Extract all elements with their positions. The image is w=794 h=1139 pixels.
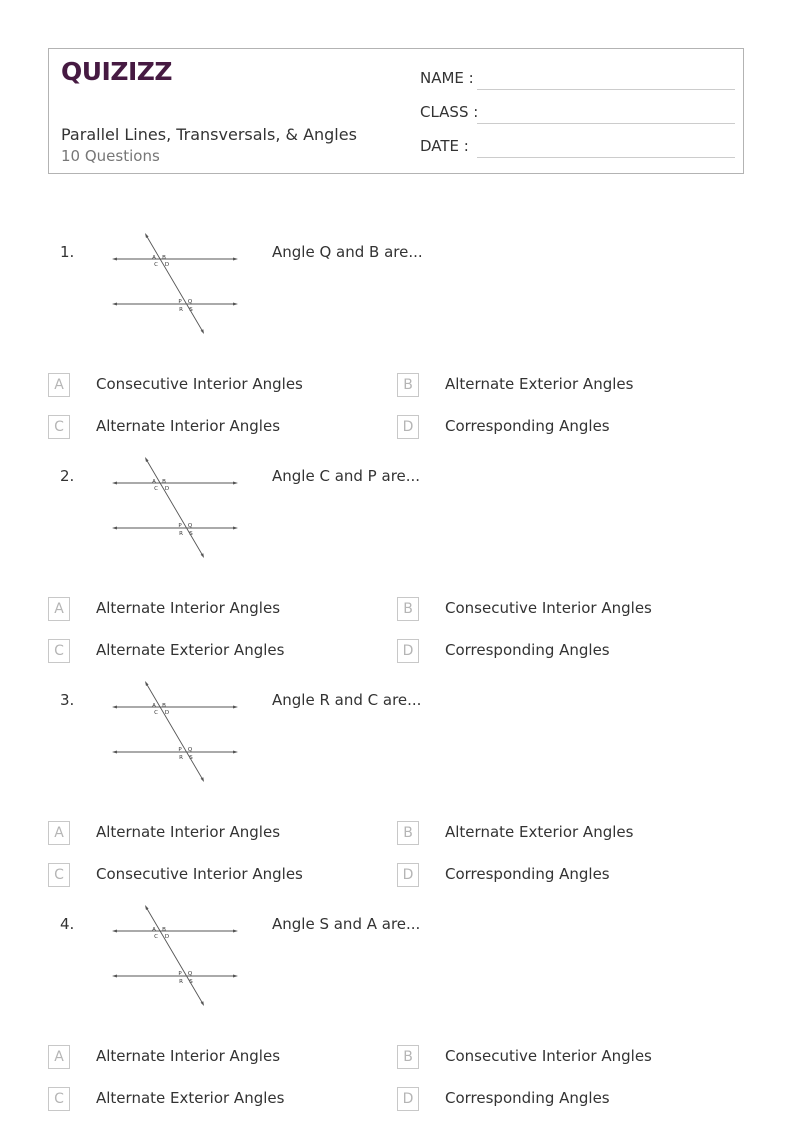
arrowhead [112,751,117,754]
option-text: Consecutive Interior Angles [445,599,652,617]
transversal-figure [110,681,240,787]
option-text: Consecutive Interior Angles [96,375,303,393]
name-label: NAME : [420,69,474,87]
arrowhead [233,482,238,485]
question-number: 4. [60,915,75,933]
angle-label: R [179,531,183,537]
option-text: Consecutive Interior Angles [96,865,303,883]
transversal-diagram [110,905,240,1015]
name-field[interactable] [420,69,735,93]
angle-label: P [178,299,182,305]
option-letter-box: B [397,821,419,845]
arrowhead [112,258,117,261]
angle-label: A [152,927,156,933]
arrowhead [145,905,149,910]
angle-label: C [154,262,158,268]
option-text: Corresponding Angles [445,1089,610,1107]
option-text: Alternate Interior Angles [96,1047,281,1065]
option-text: Alternate Exterior Angles [96,641,285,659]
transversal-line [146,235,203,332]
angle-label: P [178,971,182,977]
option-text: Corresponding Angles [445,641,610,659]
arrowhead [233,706,238,709]
angle-label: C [154,934,158,940]
class-field[interactable] [420,103,735,127]
angle-label: S [189,755,193,761]
option-text: Alternate Exterior Angles [445,823,634,841]
arrowhead [112,303,117,306]
question-2 [0,467,794,691]
angle-label: D [164,262,170,268]
angle-label: P [178,747,182,753]
option-letter-box: A [48,821,70,845]
question-text: Angle R and C are... [272,691,422,709]
angle-label: A [152,703,156,709]
name-line[interactable] [477,89,735,90]
option-letter-box: B [397,597,419,621]
arrowhead [145,457,149,462]
angle-label: P [178,523,182,529]
question-text: Angle Q and B are... [272,243,423,261]
option-text: Alternate Interior Angles [96,599,281,617]
option-letter-box: C [48,415,70,439]
date-field[interactable] [420,137,735,161]
arrowhead [233,975,238,978]
class-label: CLASS : [420,103,479,121]
class-line[interactable] [477,123,735,124]
option-letter-box: A [48,373,70,397]
angle-label: C [154,486,158,492]
option-text: Alternate Exterior Angles [445,375,634,393]
arrowhead [145,233,149,238]
option-text: Alternate Exterior Angles [96,1089,285,1107]
date-label: DATE : [420,137,469,155]
angle-label: S [189,307,193,313]
angle-label: A [152,255,156,261]
option-letter-box: C [48,863,70,887]
transversal-figure [110,457,240,563]
arrowhead [112,482,117,485]
arrowhead [112,527,117,530]
option-letter-box: A [48,597,70,621]
option-letter-box: D [397,1087,419,1111]
transversal-figure [110,905,240,1011]
option-letter-box: D [397,639,419,663]
arrowhead [233,527,238,530]
option-letter-box: C [48,639,70,663]
angle-label: B [162,479,166,485]
arrowhead [201,329,204,334]
angle-label: R [179,307,183,313]
angle-label: R [179,755,183,761]
angle-label: Q [187,299,193,305]
arrowhead [233,303,238,306]
arrowhead [112,975,117,978]
question-count: 10 Questions [61,147,160,165]
angle-label: R [179,979,183,985]
angle-label: Q [187,523,193,529]
worksheet-header [48,48,744,174]
arrowhead [201,553,204,558]
arrowhead [233,751,238,754]
angle-label: D [164,934,170,940]
option-text: Alternate Interior Angles [96,823,281,841]
option-letter-box: C [48,1087,70,1111]
worksheet-title: Parallel Lines, Transversals, & Angles [61,125,357,144]
transversal-line [146,459,203,556]
option-letter-box: A [48,1045,70,1069]
question-text: Angle C and P are... [272,467,421,485]
angle-label: C [154,710,158,716]
question-1 [0,243,794,467]
option-text: Corresponding Angles [445,865,610,883]
question-number: 3. [60,691,75,709]
arrowhead [112,706,117,709]
angle-label: D [164,710,170,716]
arrowhead [145,681,149,686]
angle-label: B [162,703,166,709]
arrowhead [233,930,238,933]
date-line[interactable] [477,157,735,158]
angle-label: S [189,531,193,537]
question-text: Angle S and A are... [272,915,421,933]
arrowhead [201,777,204,782]
option-text: Consecutive Interior Angles [445,1047,652,1065]
option-letter-box: B [397,1045,419,1069]
arrowhead [201,1001,204,1006]
angle-label: S [189,979,193,985]
transversal-diagram [110,233,240,343]
option-text: Alternate Interior Angles [96,417,281,435]
arrowhead [233,258,238,261]
angle-label: Q [187,971,193,977]
transversal-line [146,907,203,1004]
transversal-figure [110,233,240,339]
quizizz-logo: QUIZIZZ [61,57,173,86]
angle-label: B [162,927,166,933]
question-number: 2. [60,467,75,485]
transversal-diagram [110,457,240,567]
question-number: 1. [60,243,75,261]
question-3 [0,691,794,915]
angle-label: D [164,486,170,492]
angle-label: A [152,479,156,485]
transversal-diagram [110,681,240,791]
option-letter-box: B [397,373,419,397]
option-letter-box: D [397,863,419,887]
arrowhead [112,930,117,933]
option-letter-box: D [397,415,419,439]
angle-label: B [162,255,166,261]
option-text: Corresponding Angles [445,417,610,435]
question-4 [0,915,794,1139]
transversal-line [146,683,203,780]
angle-label: Q [187,747,193,753]
